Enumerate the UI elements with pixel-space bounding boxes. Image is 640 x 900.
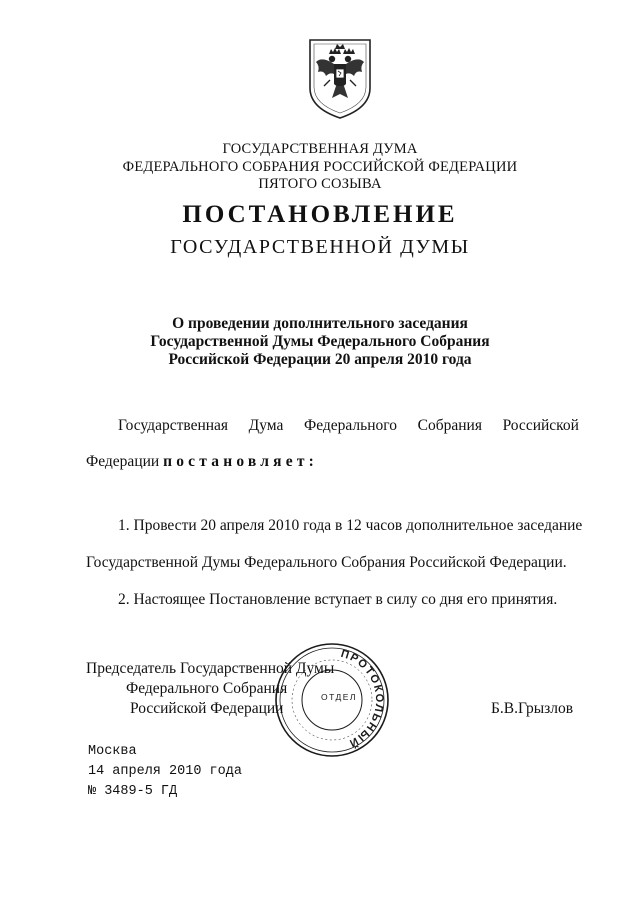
stamp-ring-text: ПРОТОКОЛЬНЫЙ	[339, 647, 386, 750]
preamble-federation: Федерации	[86, 453, 160, 470]
preamble-line-1	[118, 417, 579, 435]
place-of-signing: Москва	[88, 744, 137, 759]
preamble-word: Дума	[248, 417, 284, 434]
preamble-word: Федерального	[303, 417, 398, 434]
clause-2: 2. Настоящее Постановление вступает в силу со дня его принятия.	[118, 591, 558, 608]
preamble-word: Собрания	[417, 417, 482, 434]
stamp-center-text: ОТДЕЛ	[320, 692, 358, 702]
clause-1-line-2: Государственной Думы Федерального Собрания Российской Федерации.	[86, 554, 567, 571]
preamble-resolves: постановляет:	[163, 453, 318, 470]
org-line-3: ПЯТОГО СОЗЫВА	[258, 176, 382, 192]
subject-line-3: Российской Федерации 20 апреля 2010 года	[168, 351, 472, 368]
subject-line-2: Государственной Думы Федерального Собрания	[150, 333, 490, 350]
signature-title-line-1: Председатель Государственной Думы	[86, 660, 335, 677]
state-emblem-icon	[304, 36, 376, 122]
document-authority: ГОСУДАРСТВЕННОЙ ДУМЫ	[170, 236, 470, 258]
preamble-word: Российской	[502, 417, 579, 434]
signer-name: Б.В.Грызлов	[491, 700, 574, 717]
clause-1-line-1: 1. Провести 20 апреля 2010 года в 12 часов дополнительное заседание	[118, 517, 583, 534]
preamble-line-2	[86, 453, 318, 471]
subject-line-1: О проведении дополнительного заседания	[172, 315, 468, 332]
document-date: 14 апреля 2010 года	[88, 764, 242, 779]
preamble-word: Государственная	[118, 417, 229, 434]
document-type-title: ПОСТАНОВЛЕНИЕ	[182, 201, 458, 228]
signature-title-line-2: Федерального Собрания	[126, 680, 288, 697]
org-line-1: ГОСУДАРСТВЕННАЯ ДУМА	[222, 141, 418, 157]
org-line-2: ФЕДЕРАЛЬНОГО СОБРАНИЯ РОССИЙСКОЙ ФЕДЕРАЦИИ	[122, 159, 518, 175]
signature-title-line-3: Российской Федерации	[130, 700, 284, 717]
document-number: № 3489-5 ГД	[88, 784, 178, 799]
